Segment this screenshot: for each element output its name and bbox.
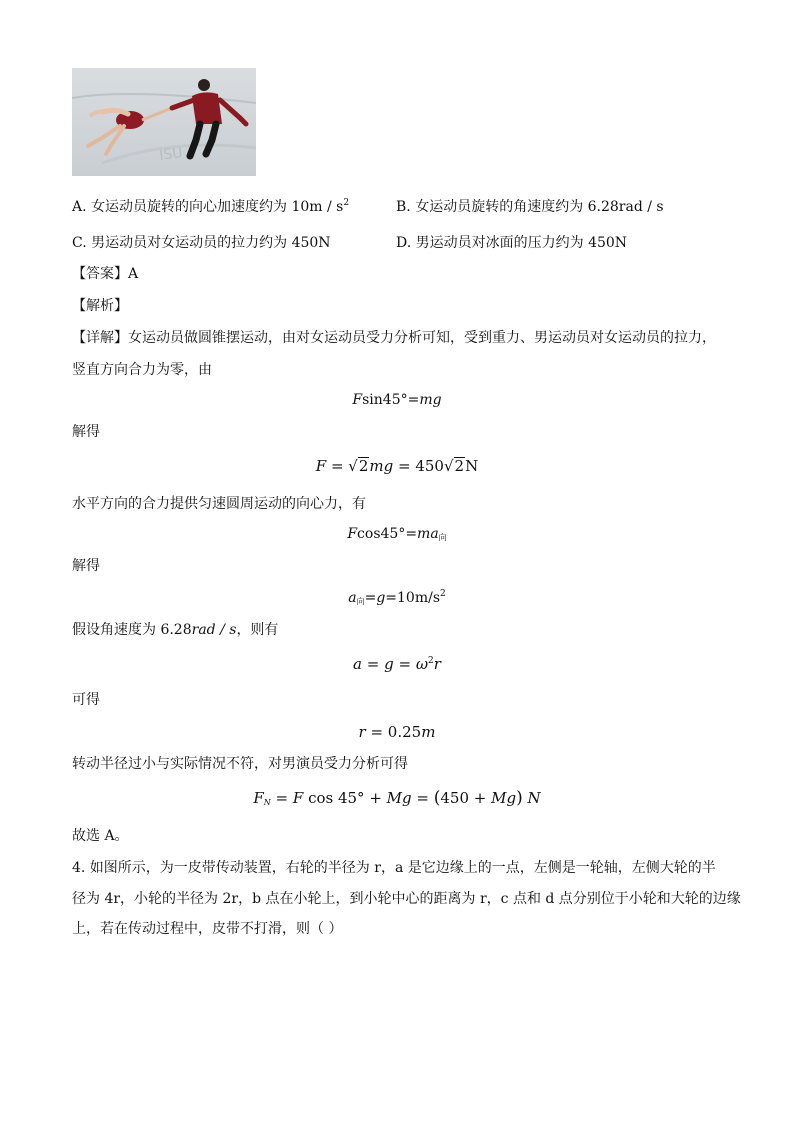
solve-label-2: 解得 (72, 558, 100, 574)
equation-4: $a_向=g=10m/s^2$ (348, 589, 446, 606)
equation-1: Fsin45°=mg (352, 392, 442, 408)
question-4-line-1: 4. 如图所示，为一皮带传动装置，右轮的半径为 r，a 是它边缘上的一点，左侧是一轮轴，左侧大轮的半 (72, 860, 716, 876)
equation-3: $Fcos45^\circ=ma_向$ (347, 526, 447, 542)
horizontal-force-text: 水平方向的合力提供匀速圆周运动的向心力，有 (72, 496, 366, 512)
equation-7: $F_N = F$ cos 45° + Mg = (450 + Mg) N (253, 788, 541, 808)
analysis-heading: 【解析】 (72, 298, 128, 314)
radius-text: 转动半径过小与实际情况不符，对男演员受力分析可得 (72, 756, 408, 772)
svg-text:ISU: ISU (158, 144, 184, 164)
option-a: A. 女运动员旋转的向心加速度约为 $10m / s^2$ (72, 198, 350, 215)
option-d: D. 男运动员对冰面的压力约为 450N (396, 235, 628, 251)
answer-line: 【答案】A (72, 266, 139, 282)
equation-6: r = 0.25m (358, 723, 436, 741)
question-4-line-3: 上，若在传动过程中，皮带不打滑，则（ ） (72, 921, 343, 937)
conclusion-line: 故选 A。 (72, 828, 129, 844)
solve-label-1: 解得 (72, 424, 100, 440)
option-c: C. 男运动员对女运动员的拉力约为 450N (72, 235, 331, 251)
equation-5: $a = g = \omega^2r$ (353, 655, 441, 673)
question-4-line-2: 径为 4r，小轮的半径为 2r，b 点在小轮上，到小轮中心的距离为 r，c 点和 d 点分别位于小轮和大轮的边缘 (72, 891, 741, 907)
obtain-label: 可得 (72, 692, 100, 708)
assume-line: 假设角速度为 6.28rad / s，则有 (72, 622, 279, 638)
detail-line-1: 【详解】女运动员做圆锥摆运动，由对女运动员受力分析可知，受到重力、男运动员对女运动员的拉力， (72, 330, 716, 346)
equation-2: F = √2mg = 450√2N (315, 457, 479, 475)
detail-line-2: 竖直方向合力为零，由 (72, 362, 212, 378)
option-b: B. 女运动员旋转的角速度约为 6.28rad / s (396, 199, 664, 215)
figure-skating-photo (72, 68, 256, 176)
